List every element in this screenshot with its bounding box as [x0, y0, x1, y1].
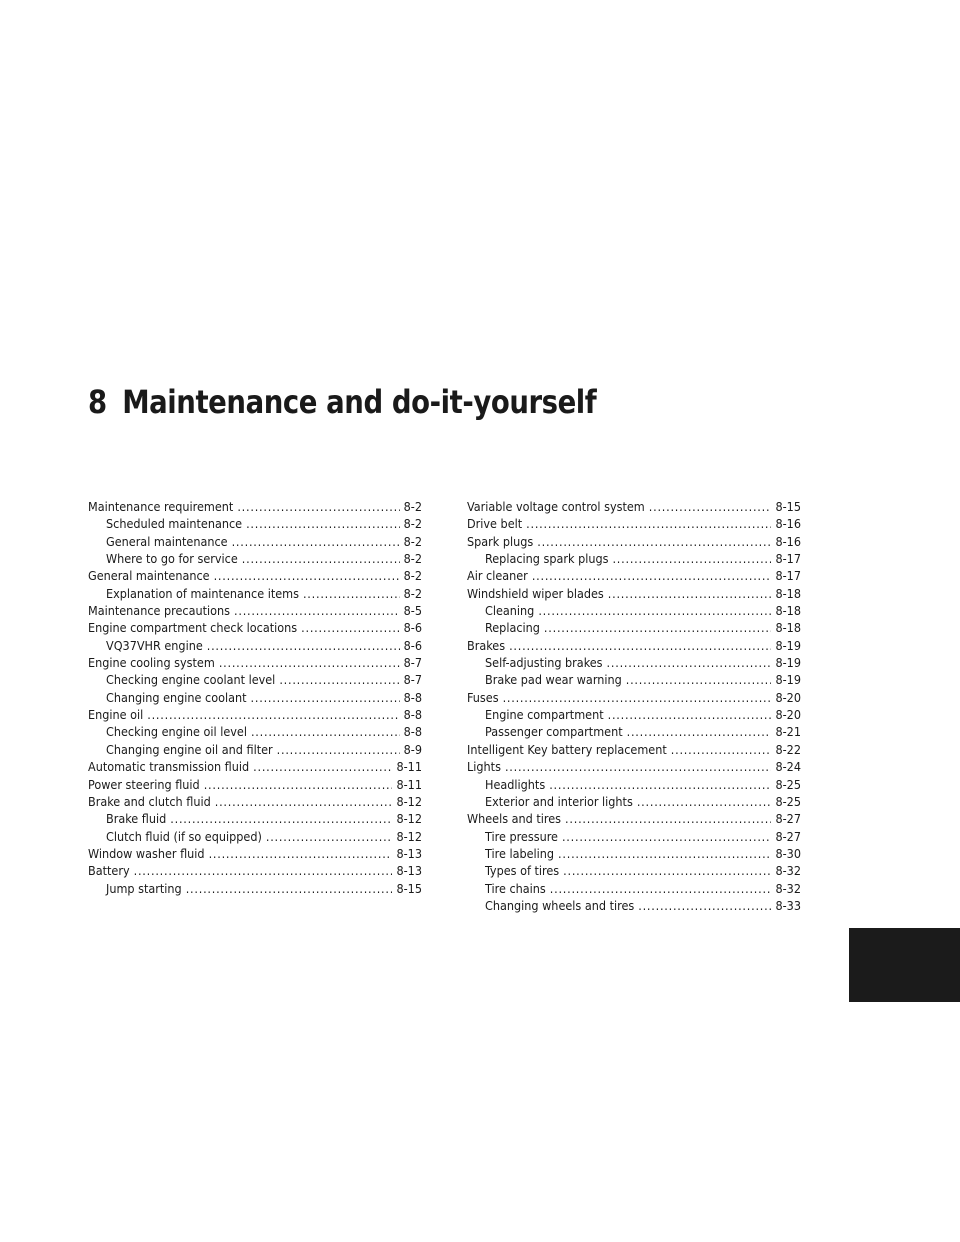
toc-entry-page: 8-12 — [396, 828, 422, 844]
toc-entry[interactable] — [467, 828, 801, 845]
toc-entry[interactable] — [88, 723, 422, 740]
toc-entry-label: Tire labeling — [485, 845, 555, 861]
toc-entry[interactable] — [88, 741, 422, 758]
toc-entry-label: Intelligent Key battery replacement — [467, 741, 667, 757]
dot-leader — [558, 845, 771, 862]
dot-leader — [207, 637, 400, 654]
toc-entry-label: Brakes — [467, 637, 506, 653]
toc-entry-label: Brake pad wear warning — [485, 672, 622, 688]
dot-leader — [134, 862, 393, 879]
toc-entry-page: 8-12 — [396, 811, 422, 827]
toc-entry[interactable] — [88, 880, 422, 897]
toc-entry[interactable] — [467, 654, 801, 671]
toc-entry[interactable] — [88, 689, 422, 706]
dot-leader — [608, 585, 772, 602]
dot-leader — [209, 845, 393, 862]
dot-leader — [626, 671, 772, 688]
toc-entry[interactable] — [88, 550, 422, 567]
toc-entry[interactable] — [467, 741, 801, 758]
toc-entry[interactable] — [467, 880, 801, 897]
toc-entry-page: 8-22 — [775, 741, 801, 757]
toc-entry[interactable] — [88, 602, 422, 619]
dot-leader — [526, 515, 771, 532]
toc-entry[interactable] — [467, 776, 801, 793]
toc-entry-label: Changing wheels and tires — [485, 897, 635, 913]
toc-entry-page: 8-8 — [403, 707, 422, 723]
dot-leader — [532, 567, 772, 584]
toc-entry[interactable] — [467, 550, 801, 567]
toc-entry-page: 8-7 — [403, 672, 422, 688]
toc-entry-page: 8-11 — [396, 776, 422, 792]
toc-entry-page: 8-13 — [396, 863, 422, 879]
toc-entry[interactable] — [88, 515, 422, 532]
toc-entry[interactable] — [88, 810, 422, 827]
toc-entry-label: Explanation of maintenance items — [106, 585, 299, 601]
toc-entry[interactable] — [467, 706, 801, 723]
dot-leader — [219, 654, 400, 671]
toc-entry-page: 8-9 — [403, 741, 422, 757]
toc-entry-page: 8-5 — [403, 603, 422, 619]
toc-entry-page: 8-18 — [775, 603, 801, 619]
toc-entry[interactable] — [467, 671, 801, 688]
toc-entry-page: 8-2 — [403, 516, 422, 532]
toc-entry-label: Maintenance precautions — [88, 603, 231, 619]
dot-leader — [251, 723, 400, 740]
toc-entry-label: VQ37VHR engine — [106, 637, 203, 653]
toc-entry[interactable] — [88, 654, 422, 671]
toc-entry-page: 8-11 — [396, 759, 422, 775]
toc-entry-page: 8-18 — [775, 585, 801, 601]
toc-entry[interactable] — [88, 828, 422, 845]
toc-entry-page: 8-19 — [775, 655, 801, 671]
chapter-title-text: Maintenance and do-it-yourself — [122, 383, 597, 422]
dot-leader — [503, 689, 772, 706]
toc-entry[interactable] — [88, 845, 422, 862]
toc-entry-page: 8-7 — [403, 655, 422, 671]
toc-entry[interactable] — [467, 637, 801, 654]
toc-entry-label: General maintenance — [88, 568, 210, 584]
dot-leader — [186, 880, 393, 897]
dot-leader — [237, 498, 399, 515]
toc-entry-page: 8-20 — [775, 689, 801, 705]
toc-entry-label: Battery — [88, 863, 130, 879]
toc-entry-label: General maintenance — [106, 533, 228, 549]
toc-entry[interactable] — [88, 758, 422, 775]
toc-entry[interactable] — [467, 515, 801, 532]
toc-entry-label: Automatic transmission fluid — [88, 759, 250, 775]
toc-entry-page: 8-2 — [403, 585, 422, 601]
dot-leader — [563, 862, 771, 879]
dot-leader — [215, 793, 393, 810]
dot-leader — [549, 776, 771, 793]
toc-entry-page: 8-2 — [403, 499, 422, 514]
toc-entry-label: Cleaning — [485, 603, 535, 619]
toc-entry-label: Tire pressure — [485, 828, 558, 844]
dot-leader — [562, 828, 772, 845]
toc-entry-label: Engine compartment — [485, 707, 604, 723]
toc-entry[interactable] — [88, 498, 422, 515]
toc-entry[interactable] — [88, 862, 422, 879]
dot-leader — [234, 602, 400, 619]
toc-entry-label: Drive belt — [467, 516, 523, 532]
toc-entry[interactable] — [88, 567, 422, 584]
toc-entry-label: Clutch fluid (if so equipped) — [106, 828, 262, 844]
toc-entry-label: Power steering fluid — [88, 776, 200, 792]
toc-entry-page: 8-17 — [775, 568, 801, 584]
toc-entry-label: Window washer fluid — [88, 845, 205, 861]
toc-entry-label: Replacing — [485, 620, 540, 636]
toc-entry[interactable] — [88, 706, 422, 723]
dot-leader — [671, 741, 772, 758]
dot-leader — [565, 810, 771, 827]
dot-leader — [649, 498, 772, 515]
dot-leader — [607, 654, 772, 671]
toc-entry-label: Tire chains — [485, 880, 546, 896]
dot-leader — [505, 758, 772, 775]
dot-leader — [550, 880, 772, 897]
toc-entry-label: Spark plugs — [467, 533, 534, 549]
toc-entry-page: 8-8 — [403, 724, 422, 740]
toc-entry[interactable] — [467, 897, 801, 914]
toc-entry-label: Self-adjusting brakes — [485, 655, 603, 671]
toc-entry[interactable] — [467, 585, 801, 602]
toc-entry[interactable] — [467, 567, 801, 584]
toc-entry-page: 8-19 — [775, 672, 801, 688]
toc-entry-page: 8-16 — [775, 533, 801, 549]
toc-entry-label: Headlights — [485, 776, 546, 792]
toc-entry-page: 8-33 — [775, 897, 801, 913]
toc-entry-label: Windshield wiper blades — [467, 585, 604, 601]
toc-entry-page: 8-12 — [396, 793, 422, 809]
toc-entry-page: 8-15 — [775, 499, 801, 514]
dot-leader — [232, 533, 400, 550]
dot-leader — [214, 567, 400, 584]
toc-entry[interactable] — [467, 602, 801, 619]
toc-entry[interactable] — [467, 689, 801, 706]
toc-entry-page: 8-15 — [396, 880, 422, 896]
toc-entry-page: 8-24 — [775, 759, 801, 775]
toc-entry[interactable] — [467, 533, 801, 550]
toc-entry-page: 8-27 — [775, 811, 801, 827]
toc-entry-page: 8-18 — [775, 620, 801, 636]
toc-entry-page: 8-27 — [775, 828, 801, 844]
toc-entry-label: Brake fluid — [106, 811, 167, 827]
toc-entry-page: 8-25 — [775, 776, 801, 792]
toc-entry-label: Wheels and tires — [467, 811, 562, 827]
dot-leader — [638, 897, 771, 914]
toc-entry-page: 8-32 — [775, 863, 801, 879]
toc-entry-page: 8-2 — [403, 533, 422, 549]
toc-entry-page: 8-32 — [775, 880, 801, 896]
dot-leader — [303, 585, 400, 602]
toc-entry-label: Lights — [467, 759, 501, 775]
toc-entry[interactable] — [88, 585, 422, 602]
toc-entry-label: Replacing spark plugs — [485, 551, 609, 567]
toc-entry[interactable] — [88, 793, 422, 810]
toc-entry-page: 8-30 — [775, 845, 801, 861]
toc-entry-page: 8-25 — [775, 793, 801, 809]
chapter-title — [88, 383, 596, 421]
dot-leader — [637, 793, 772, 810]
toc-entry-page: 8-16 — [775, 516, 801, 532]
dot-leader — [612, 550, 771, 567]
dot-leader — [170, 810, 392, 827]
toc-entry[interactable] — [467, 862, 801, 879]
dot-leader — [266, 828, 393, 845]
toc-entry-label: Changing engine coolant — [106, 689, 247, 705]
toc-entry-label: Changing engine oil and filter — [106, 741, 273, 757]
toc-entry-page: 8-20 — [775, 707, 801, 723]
chapter-thumb-tab — [849, 928, 960, 1002]
toc-entry-label: Variable voltage control system — [467, 499, 645, 514]
toc-entry[interactable] — [467, 498, 801, 515]
toc-entry-page: 8-6 — [403, 620, 422, 636]
chapter-number: 8 — [88, 383, 107, 422]
toc-entry-label: Engine oil — [88, 707, 144, 723]
dot-leader — [251, 689, 400, 706]
toc-entry[interactable] — [467, 810, 801, 827]
toc-entry-label: Checking engine coolant level — [106, 672, 276, 688]
dot-leader — [277, 741, 400, 758]
toc-entry[interactable] — [467, 793, 801, 810]
toc-entry-page: 8-13 — [396, 845, 422, 861]
toc-entry-label: Engine compartment check locations — [88, 620, 298, 636]
toc-entry-label: Maintenance requirement — [88, 499, 234, 514]
toc-entry-label: Where to go for service — [106, 551, 238, 567]
dot-leader — [246, 515, 400, 532]
toc-entry-page: 8-19 — [775, 637, 801, 653]
toc-right-column — [467, 498, 801, 914]
toc-entry-label: Engine cooling system — [88, 655, 215, 671]
dot-leader — [242, 550, 400, 567]
toc-entry-page: 8-8 — [403, 689, 422, 705]
toc-entry-label: Fuses — [467, 689, 499, 705]
toc-entry[interactable] — [88, 533, 422, 550]
toc-entry[interactable] — [88, 671, 422, 688]
toc-entry-label: Passenger compartment — [485, 724, 623, 740]
toc-entry-page: 8-2 — [403, 551, 422, 567]
toc-entry[interactable] — [467, 845, 801, 862]
toc-entry[interactable] — [88, 637, 422, 654]
toc-entry-page: 8-17 — [775, 551, 801, 567]
toc-entry-page: 8-6 — [403, 637, 422, 653]
toc-left-column — [88, 498, 422, 897]
dot-leader — [253, 758, 392, 775]
dot-leader — [147, 706, 399, 723]
toc-entry-label: Air cleaner — [467, 568, 528, 584]
toc-entry-label: Checking engine oil level — [106, 724, 247, 740]
dot-leader — [608, 706, 772, 723]
dot-leader — [279, 671, 399, 688]
toc-entry-label: Scheduled maintenance — [106, 516, 243, 532]
toc-entry[interactable] — [467, 619, 801, 636]
dot-leader — [509, 637, 771, 654]
dot-leader — [538, 602, 771, 619]
toc-entry-label: Brake and clutch fluid — [88, 793, 211, 809]
dot-leader — [537, 533, 771, 550]
toc-entry-label: Types of tires — [485, 863, 560, 879]
dot-leader — [627, 723, 772, 740]
toc-entry-label: Jump starting — [106, 880, 182, 896]
toc-entry[interactable] — [467, 723, 801, 740]
toc-entry-page: 8-2 — [403, 568, 422, 584]
dot-leader — [301, 619, 399, 636]
dot-leader — [204, 776, 393, 793]
dot-leader — [544, 619, 772, 636]
toc-entry[interactable] — [88, 776, 422, 793]
toc-entry-label: Exterior and interior lights — [485, 793, 633, 809]
toc-entry[interactable] — [467, 758, 801, 775]
toc-entry-page: 8-21 — [775, 724, 801, 740]
toc-entry[interactable] — [88, 619, 422, 636]
